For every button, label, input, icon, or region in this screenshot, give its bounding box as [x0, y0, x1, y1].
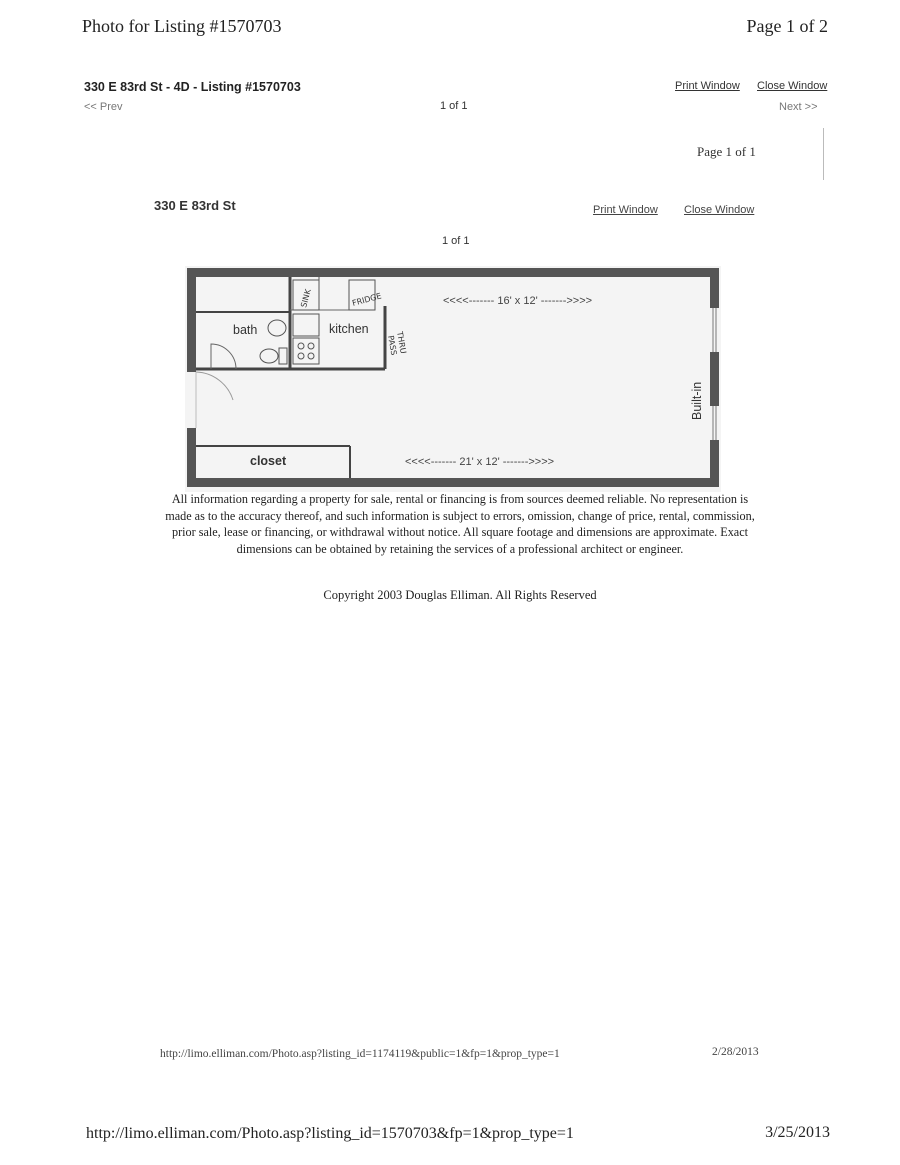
- print-footer-date: 3/25/2013: [765, 1124, 830, 1141]
- copyright-text: Copyright 2003 Douglas Elliman. All Rights Reserved: [323, 588, 597, 602]
- inner-footer-date: 2/28/2013: [712, 1046, 759, 1058]
- handwritten-fridge: FRIDGE: [351, 291, 383, 308]
- next-photo-link[interactable]: Next >>: [779, 101, 818, 113]
- left-wall-upper: [187, 268, 196, 372]
- floor-plan-image: [185, 266, 721, 492]
- handwritten-pass: PASS: [386, 334, 399, 356]
- room-label-closet: closet: [250, 454, 287, 468]
- listing-title: 330 E 83rd St - 4D - Listing #1570703: [84, 80, 301, 94]
- right-wall-upper: [710, 268, 719, 308]
- room-label-bath: bath: [233, 323, 258, 337]
- dimension-upper: <<<<------- 16' x 12' ------->>>>: [443, 295, 593, 307]
- disclaimer-text: All information regarding a property for sale, rental or financing is from sources deemed reliable. No representation is made as to the accuracy thereof, and such information is subject to errors, omission, change of price, rental, commission, prior sale, lease or financing, or withdrawal without notice. All square footage and dimensions are approximate. Exact dimensions can be obtained by retaining the services of a professional architect or engineer.: [165, 492, 755, 556]
- top-wall: [187, 268, 719, 277]
- prev-photo-link[interactable]: << Prev: [84, 101, 123, 113]
- print-header-title: Photo for Listing #1570703: [82, 16, 282, 36]
- inner-listing-title: 330 E 83rd St: [154, 198, 236, 213]
- photo-counter: 1 of 1: [440, 100, 468, 112]
- inner-page-edge: [823, 128, 824, 180]
- handwritten-sink: SINK: [299, 288, 313, 309]
- room-label-built-in: Built-in: [690, 381, 704, 420]
- bottom-wall: [187, 478, 719, 487]
- close-window-link[interactable]: Close Window: [757, 80, 828, 92]
- inner-print-window-link[interactable]: Print Window: [593, 204, 658, 216]
- room-label-kitchen: kitchen: [329, 322, 369, 336]
- right-wall-lower: [710, 440, 719, 487]
- handwritten-thru: THRU: [395, 330, 408, 355]
- dimension-lower: <<<<------- 21' x 12' ------->>>>: [405, 456, 555, 468]
- print-header-page-number: Page 1 of 2: [746, 16, 828, 36]
- inner-photo-counter: 1 of 1: [442, 235, 470, 247]
- inner-close-window-link[interactable]: Close Window: [684, 204, 755, 216]
- right-wall-middle: [710, 352, 719, 406]
- print-footer-url: http://limo.elliman.com/Photo.asp?listing_id=1570703&fp=1&prop_type=1: [86, 1125, 574, 1142]
- inner-page-number: Page 1 of 1: [697, 144, 756, 159]
- print-window-link[interactable]: Print Window: [675, 80, 740, 92]
- inner-footer-url: http://limo.elliman.com/Photo.asp?listing_id=1174119&public=1&fp=1&prop_type=1: [160, 1048, 560, 1060]
- left-wall-lower: [187, 428, 196, 487]
